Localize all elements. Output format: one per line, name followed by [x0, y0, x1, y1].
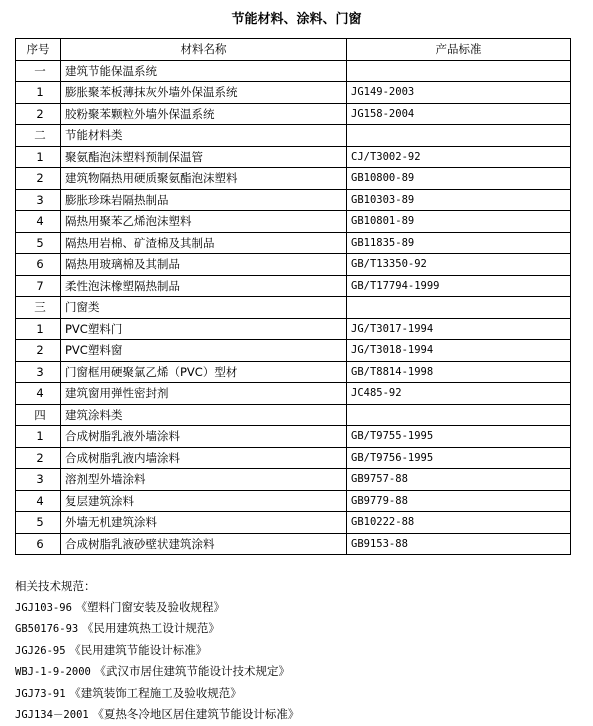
materials-table — [15, 38, 571, 555]
table-body — [16, 60, 571, 555]
material-name: 隔热用玻璃棉及其制品 — [61, 254, 347, 276]
row-number: 1 — [16, 426, 61, 448]
row-number: 4 — [16, 383, 61, 405]
row-number: 2 — [16, 168, 61, 190]
product-standard: GB/T17794-1999 — [347, 275, 571, 297]
row-number: 6 — [16, 254, 61, 276]
header-name: 材料名称 — [61, 39, 347, 61]
product-standard: JG/T3018-1994 — [347, 340, 571, 362]
reference-code: WBJ-1-9-2000 — [15, 666, 91, 678]
material-name: PVC塑料窗 — [61, 340, 347, 362]
material-name: 节能材料类 — [61, 125, 347, 147]
product-standard: GB11835-89 — [347, 232, 571, 254]
product-standard: GB9153-88 — [347, 533, 571, 555]
reference-title: 《民用建筑热工设计规范》 — [81, 621, 220, 635]
row-number: 二 — [16, 125, 61, 147]
product-standard: CJ/T3002-92 — [347, 146, 571, 168]
table-row — [16, 447, 571, 469]
table-row — [16, 232, 571, 254]
references-section — [15, 576, 575, 726]
table-row — [16, 383, 571, 405]
product-standard: GB10801-89 — [347, 211, 571, 233]
table-row — [16, 426, 571, 448]
material-name: 建筑涂料类 — [61, 404, 347, 426]
material-name: 建筑窗用弹性密封剂 — [61, 383, 347, 405]
row-number: 四 — [16, 404, 61, 426]
reference-item — [15, 597, 575, 619]
references-list — [15, 597, 575, 726]
table-row — [16, 533, 571, 555]
product-standard: GB/T9756-1995 — [347, 447, 571, 469]
product-standard: GB/T13350-92 — [347, 254, 571, 276]
reference-code: GB50176-93 — [15, 623, 79, 635]
product-standard — [347, 60, 571, 82]
product-standard: GB9757-88 — [347, 469, 571, 491]
reference-code: JGJ73-91 — [15, 687, 66, 700]
reference-title: 《民用建筑节能设计标准》 — [69, 642, 208, 657]
table-row — [16, 211, 571, 233]
table-row — [16, 275, 571, 297]
material-name: 柔性泡沫橡塑隔热制品 — [61, 275, 347, 297]
material-name: 合成树脂乳液砂壁状建筑涂料 — [61, 533, 347, 555]
table-row — [16, 512, 571, 534]
row-number: 一 — [16, 60, 61, 82]
header-no: 序号 — [16, 39, 61, 61]
reference-code: JGJ103-96 — [15, 601, 72, 614]
table-row — [16, 103, 571, 125]
reference-item — [15, 683, 575, 705]
reference-code: JGJ26-95 — [15, 644, 66, 657]
material-name: 门窗类 — [61, 297, 347, 319]
row-number: 1 — [16, 82, 61, 104]
table-row — [16, 254, 571, 276]
material-name: 门窗框用硬聚氯乙烯（PVC）型材 — [61, 361, 347, 383]
row-number: 3 — [16, 361, 61, 383]
material-name: 溶剂型外墙涂料 — [61, 469, 347, 491]
reference-title: 《建筑装饰工程施工及验收规范》 — [69, 685, 242, 700]
product-standard: JG149-2003 — [347, 82, 571, 104]
row-number: 3 — [16, 469, 61, 491]
row-number: 2 — [16, 340, 61, 362]
product-standard: JG/T3017-1994 — [347, 318, 571, 340]
page-title: 节能材料、涂料、门窗 — [231, 12, 362, 27]
material-name: 建筑节能保温系统 — [61, 60, 347, 82]
table-row — [16, 189, 571, 211]
reference-item — [15, 704, 575, 726]
reference-title: 《夏热冬冷地区居住建筑节能设计标准》 — [92, 707, 300, 721]
table-row — [16, 318, 571, 340]
header-standard: 产品标准 — [347, 39, 571, 61]
product-standard — [347, 404, 571, 426]
material-name: 隔热用岩棉、矿渣棉及其制品 — [61, 232, 347, 254]
table-row — [16, 82, 571, 104]
material-name: 合成树脂乳液内墙涂料 — [61, 447, 347, 469]
product-standard: GB10222-88 — [347, 512, 571, 534]
table-row — [16, 361, 571, 383]
material-name: 外墙无机建筑涂料 — [61, 512, 347, 534]
reference-title: 《塑料门窗安装及验收规程》 — [75, 599, 226, 614]
row-number: 6 — [16, 533, 61, 555]
product-standard: JG158-2004 — [347, 103, 571, 125]
material-name: 建筑物隔热用硬质聚氨酯泡沫塑料 — [61, 168, 347, 190]
product-standard: GB10800-89 — [347, 168, 571, 190]
table-header-row — [16, 39, 571, 61]
product-standard: GB10303-89 — [347, 189, 571, 211]
row-number: 4 — [16, 490, 61, 512]
references-heading: 相关技术规范： — [15, 579, 96, 593]
table-row — [16, 168, 571, 190]
product-standard: GB/T9755-1995 — [347, 426, 571, 448]
reference-title: 《武汉市居住建筑节能设计技术规定》 — [94, 664, 291, 678]
product-standard — [347, 125, 571, 147]
product-standard — [347, 297, 571, 319]
row-number: 1 — [16, 318, 61, 340]
row-number: 5 — [16, 512, 61, 534]
row-number: 三 — [16, 297, 61, 319]
table-row — [16, 125, 571, 147]
product-standard: JC485-92 — [347, 383, 571, 405]
row-number: 2 — [16, 103, 61, 125]
material-name: 胶粉聚苯颗粒外墙外保温系统 — [61, 103, 347, 125]
product-standard: GB9779-88 — [347, 490, 571, 512]
material-name: 复层建筑涂料 — [61, 490, 347, 512]
product-standard: GB/T8814-1998 — [347, 361, 571, 383]
material-name: 膨胀聚苯板薄抹灰外墙外保温系统 — [61, 82, 347, 104]
table-row — [16, 490, 571, 512]
material-name: 膨胀珍珠岩隔热制品 — [61, 189, 347, 211]
reference-item — [15, 618, 575, 640]
table-row — [16, 404, 571, 426]
reference-item — [15, 640, 575, 662]
row-number: 2 — [16, 447, 61, 469]
table-row — [16, 297, 571, 319]
material-name: 隔热用聚苯乙烯泡沫塑料 — [61, 211, 347, 233]
table-row — [16, 340, 571, 362]
row-number: 3 — [16, 189, 61, 211]
reference-item — [15, 661, 575, 683]
reference-code: JGJ134－2001 — [15, 709, 89, 721]
row-number: 7 — [16, 275, 61, 297]
material-name: 聚氨酯泡沫塑料预制保温管 — [61, 146, 347, 168]
material-name: PVC塑料门 — [61, 318, 347, 340]
row-number: 1 — [16, 146, 61, 168]
row-number: 5 — [16, 232, 61, 254]
material-name: 合成树脂乳液外墙涂料 — [61, 426, 347, 448]
table-row — [16, 146, 571, 168]
table-row — [16, 60, 571, 82]
table-row — [16, 469, 571, 491]
row-number: 4 — [16, 211, 61, 233]
